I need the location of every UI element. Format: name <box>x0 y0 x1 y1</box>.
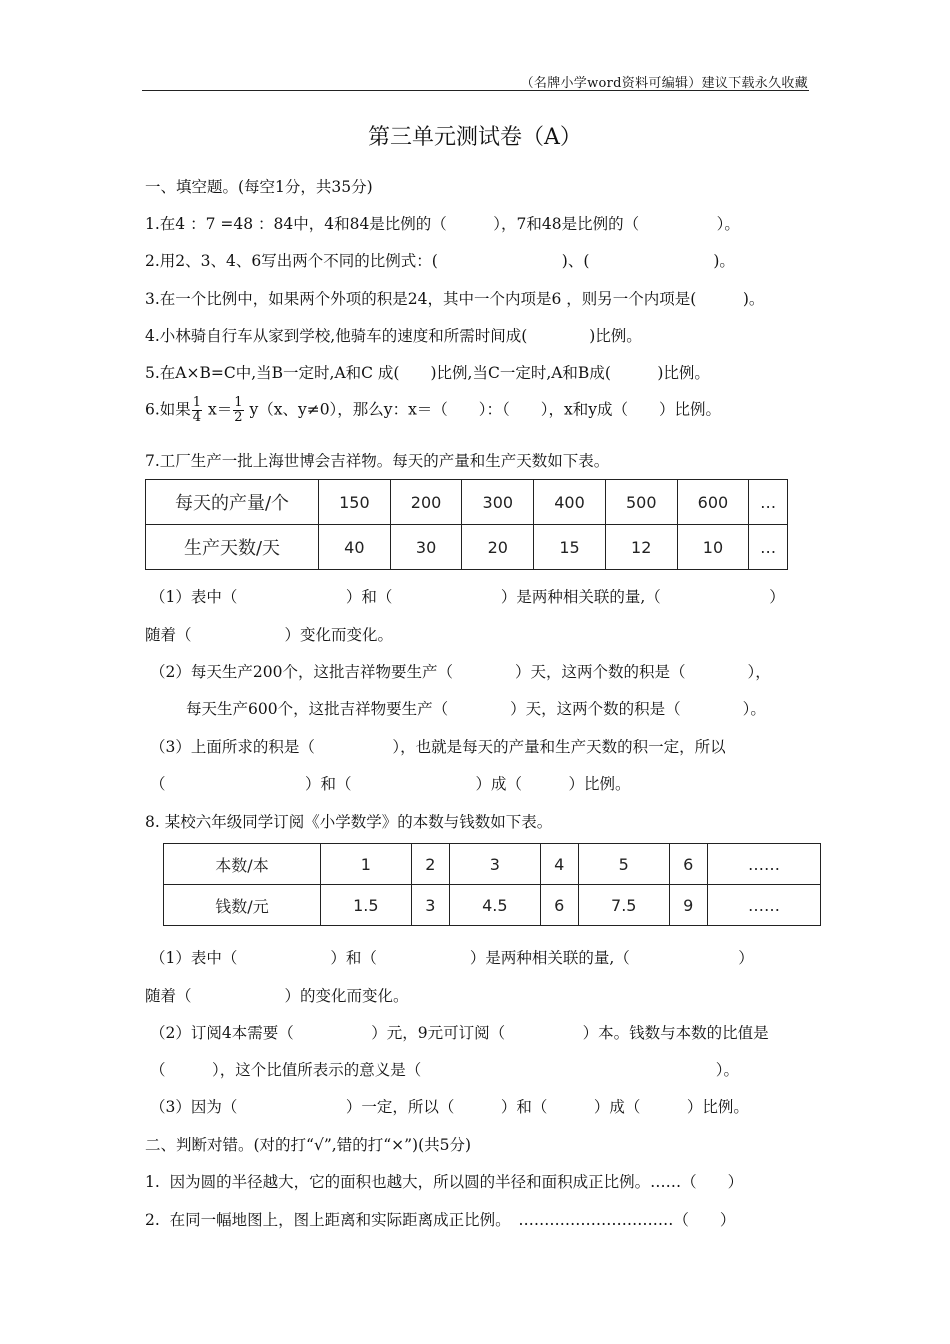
page-title: 第三单元测试卷（A） <box>368 125 582 150</box>
table-cell: 5 <box>578 844 669 885</box>
table-cell: 4.5 <box>449 885 540 926</box>
q8-part1-line2: 随着（ ）的变化而变化。 <box>145 987 409 1005</box>
q7-part3-line1: （3）上面所求的积是（ ），也就是每天的产量和生产天数的积一定，所以 <box>150 738 726 756</box>
frac2-denominator: 2 <box>234 410 243 425</box>
subscription-table <box>163 843 821 926</box>
table-cell: … <box>749 480 788 525</box>
table-row <box>146 525 788 570</box>
q7-part1-line2: 随着（ ）变化而变化。 <box>145 626 394 644</box>
q8-part2-line1: （2）订阅4本需要（ ）元，9元可订阅（ ）本。钱数与本数的比值是 <box>150 1024 769 1042</box>
table-row <box>164 885 821 926</box>
table-cell: 10 <box>677 525 749 570</box>
table-cell: 20 <box>462 525 534 570</box>
table-cell: 30 <box>390 525 462 570</box>
table-cell: 4 <box>540 844 578 885</box>
fraction-one-half <box>233 396 243 425</box>
judge-question-1: 1. 因为圆的半径越大，它的面积也越大，所以圆的半径和面积成正比例。……（ ） <box>145 1173 744 1191</box>
q8-part2-line2: （ ），这个比值所表示的意义是（ ）。 <box>150 1061 740 1079</box>
question-6 <box>145 396 721 425</box>
judge-question-2: 2. 在同一幅地图上，图上距离和实际距离成正比例。 …………………………（ ） <box>145 1211 736 1229</box>
row-label-copies: 本数/本 <box>164 844 321 885</box>
row-label-production-days: 生产天数/天 <box>146 525 319 570</box>
table-cell: 3 <box>411 885 449 926</box>
table-cell: 15 <box>534 525 606 570</box>
table-cell: 3 <box>449 844 540 885</box>
table-cell: 600 <box>677 480 749 525</box>
question-7-intro: 7.工厂生产一批上海世博会吉祥物。每天的产量和生产天数如下表。 <box>145 452 610 470</box>
q7-part2-line1: （2）每天生产200个，这批吉祥物要生产（ ）天，这两个数的积是（ ）， <box>150 663 771 681</box>
table-cell: 200 <box>390 480 462 525</box>
table-cell: 12 <box>605 525 677 570</box>
q8-part3: （3）因为（ ）一定，所以（ ）和（ ）成（ ）比例。 <box>150 1098 749 1116</box>
table-cell: 500 <box>605 480 677 525</box>
question-3: 3.在一个比例中，如果两个外项的积是24，其中一个内项是6 ，则另一个内项是( )。 <box>145 290 765 308</box>
q7-part3-line2: （ ）和（ ）成（ ）比例。 <box>150 775 631 793</box>
table-cell: …… <box>707 885 820 926</box>
header-rule <box>142 90 809 91</box>
question-2: 2.用2、3、4、6写出两个不同的比例式：( )、( )。 <box>145 252 735 270</box>
q6-suffix: y（x、y≠0），那么y：x＝（ ）：（ ），x和y成（ ）比例。 <box>244 400 722 419</box>
fraction-one-quarter <box>192 396 202 425</box>
table-cell: 7.5 <box>578 885 669 926</box>
q6-prefix: 6.如果 <box>145 400 191 419</box>
row-label-cost: 钱数/元 <box>164 885 321 926</box>
q7-part2-line2: 每天生产600个，这批吉祥物要生产（ ）天，这两个数的积是（ ）。 <box>186 700 766 718</box>
table-cell: 1 <box>321 844 412 885</box>
table-cell: 6 <box>540 885 578 926</box>
question-4: 4.小林骑自行车从家到学校,他骑车的速度和所需时间成( )比例。 <box>145 327 642 345</box>
row-label-daily-output: 每天的产量/个 <box>146 480 319 525</box>
table-cell: 6 <box>669 844 707 885</box>
frac1-numerator: 1 <box>192 395 202 410</box>
question-1: 1.在4 ：7 =48 ：84中，4和84是比例的（ ），7和48是比例的（ ）。 <box>145 215 740 233</box>
table-cell: 400 <box>534 480 606 525</box>
production-table <box>145 479 788 570</box>
frac1-denominator: 4 <box>192 410 202 425</box>
section2-heading: 二、判断对错。(对的打“√”,错的打“×”)(共5分) <box>145 1136 472 1154</box>
header-note: （名牌小学word资料可编辑）建议下载永久收藏 <box>520 76 808 91</box>
table-cell: 2 <box>411 844 449 885</box>
table-cell: 9 <box>669 885 707 926</box>
table-cell: 150 <box>319 480 391 525</box>
q8-part1-line1: （1）表中（ ）和（ ）是两种相关联的量,（ ） <box>150 949 754 967</box>
q7-part1-line1: （1）表中（ ）和（ ）是两种相关联的量,（ ） <box>150 588 785 606</box>
table-cell: … <box>749 525 788 570</box>
question-8-intro: 8. 某校六年级同学订阅《小学数学》的本数与钱数如下表。 <box>145 813 553 831</box>
table-row <box>164 844 821 885</box>
table-cell: 40 <box>319 525 391 570</box>
section1-heading: 一、填空题。(每空1分，共35分) <box>145 178 373 196</box>
table-row <box>146 480 788 525</box>
table-cell: …… <box>707 844 820 885</box>
table-cell: 1.5 <box>321 885 412 926</box>
question-5: 5.在A×B=C中,当B一定时,A和C 成( )比例,当C一定时,A和B成( )比例。 <box>145 364 710 382</box>
q6-mid: x＝ <box>203 400 233 419</box>
frac2-numerator: 1 <box>234 395 243 410</box>
table-cell: 300 <box>462 480 534 525</box>
